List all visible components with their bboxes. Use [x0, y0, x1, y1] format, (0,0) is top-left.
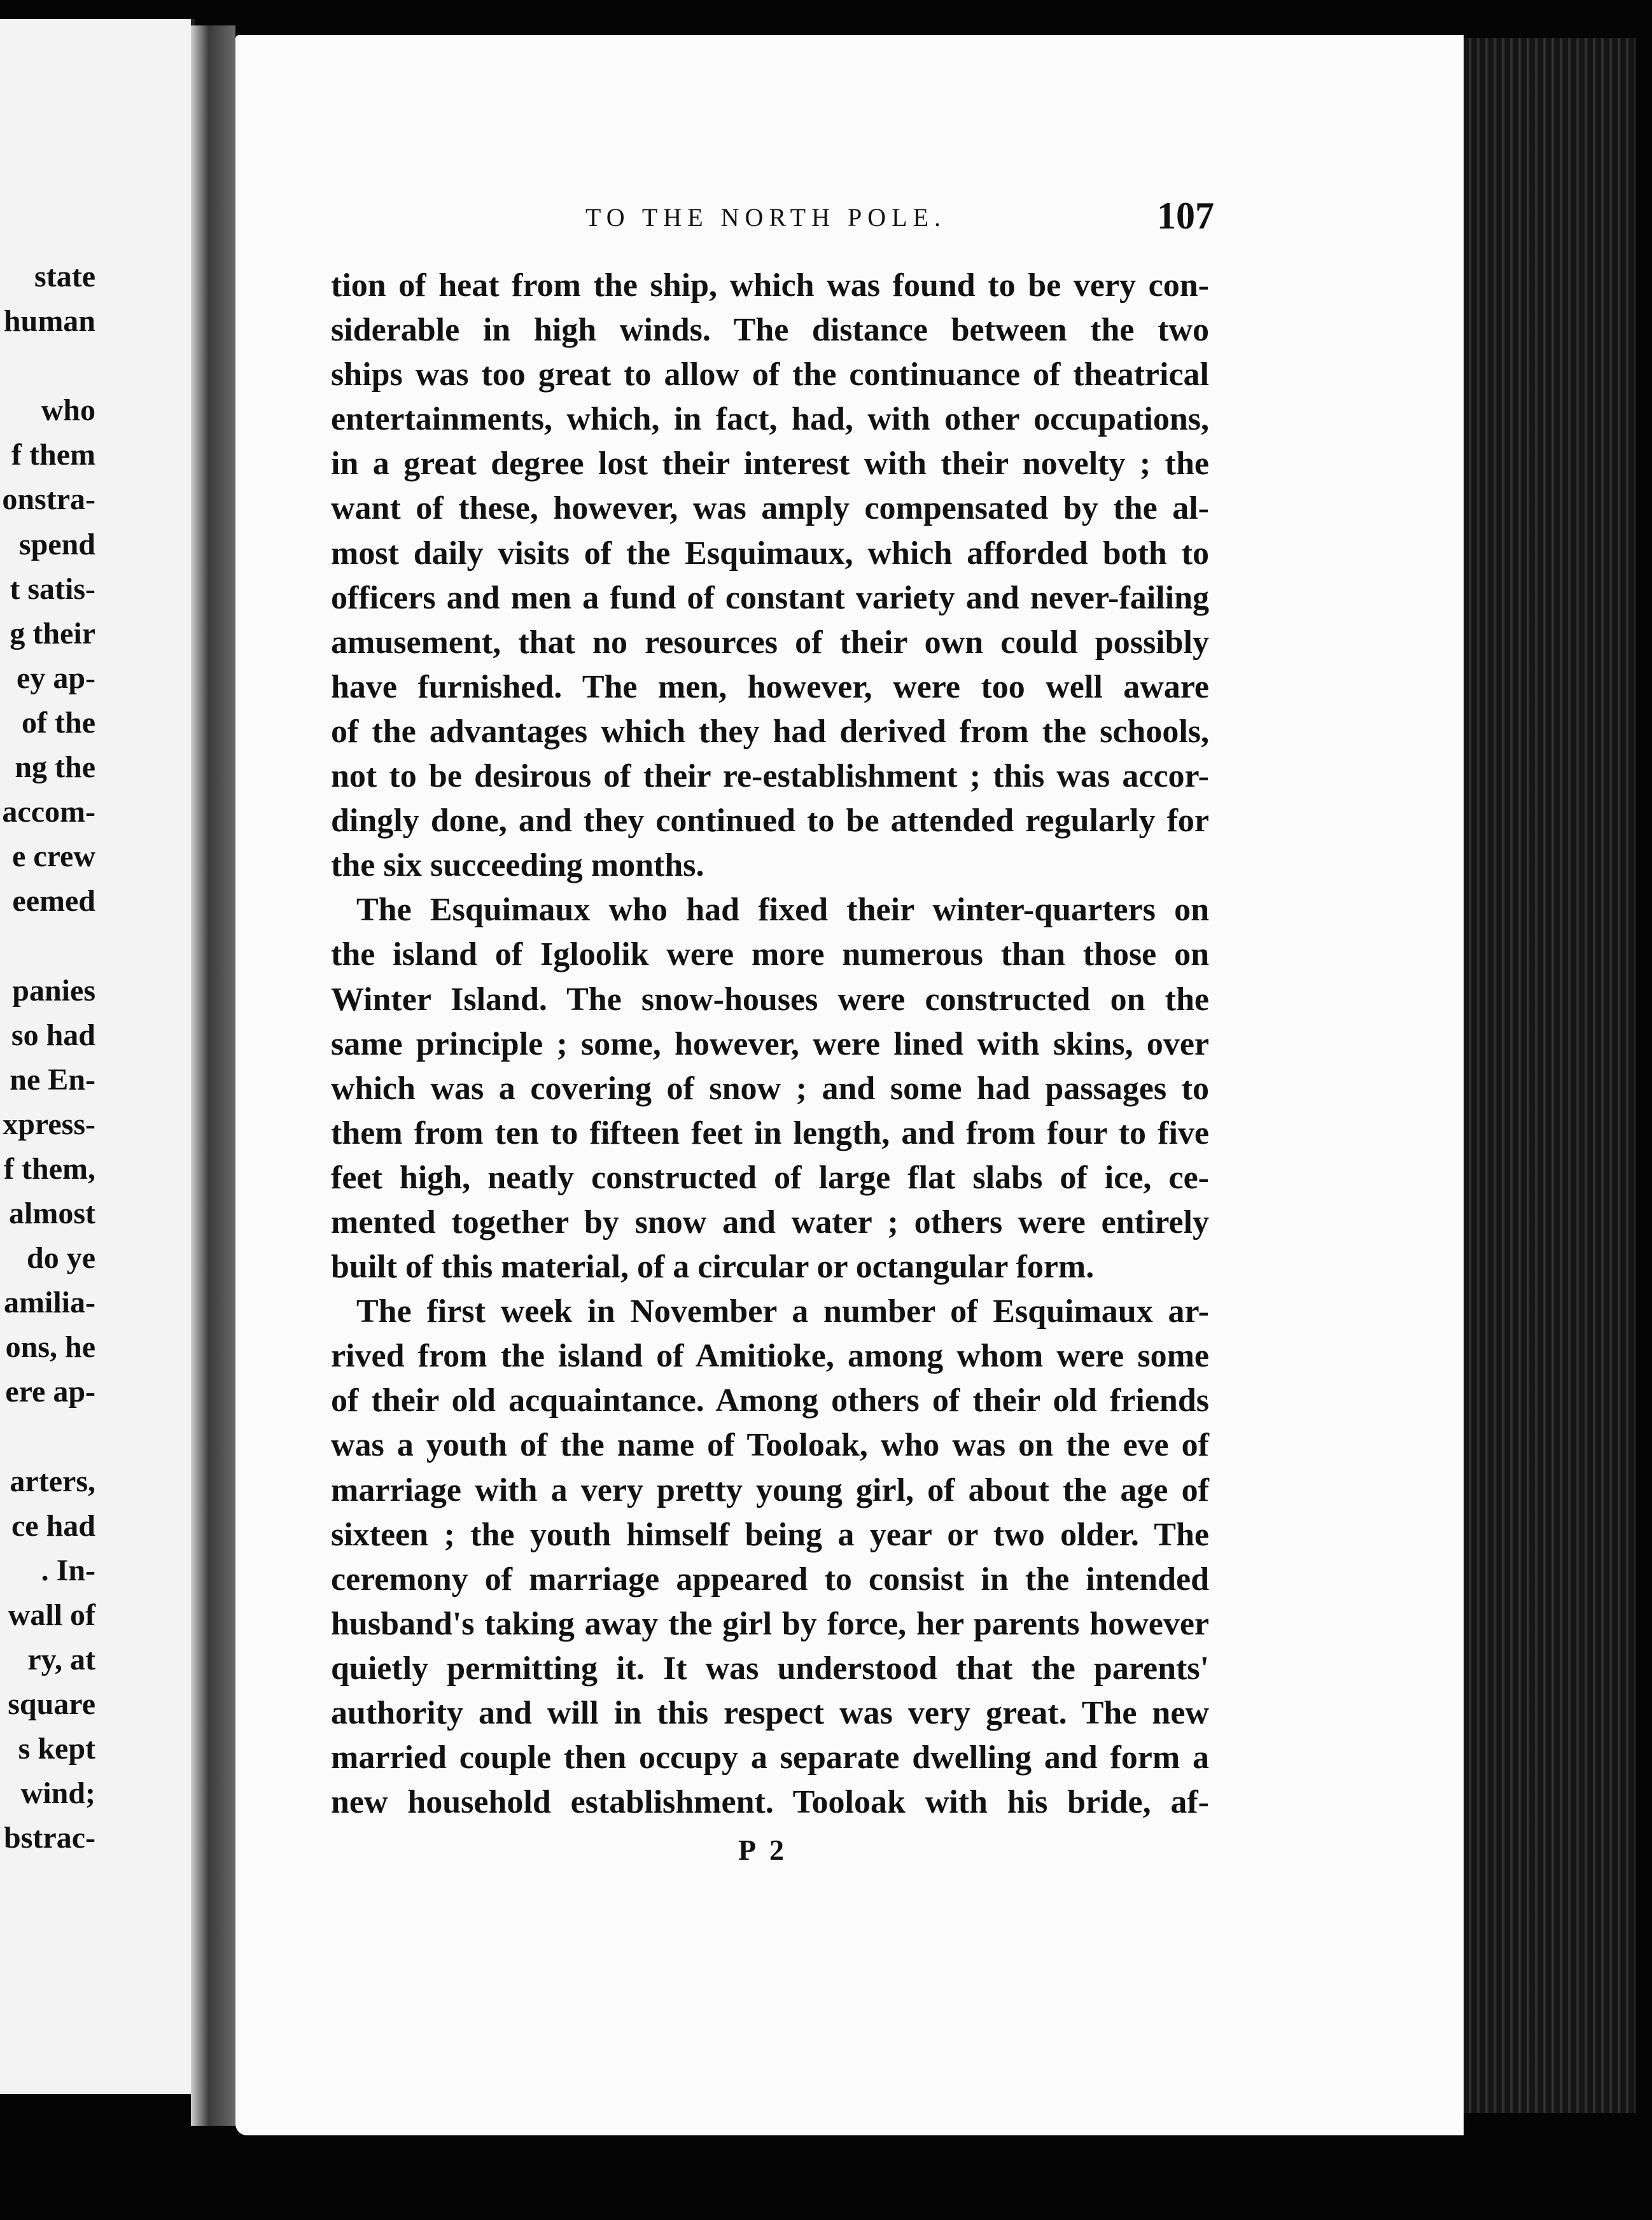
text-line: of their old acquaintance. Among others of their old friends [331, 1382, 1209, 1419]
left-page-line: ce had [11, 1508, 95, 1543]
left-page-line: ere ap- [5, 1375, 95, 1409]
left-page-line: bstrac- [4, 1821, 95, 1855]
text-line: same principle ; some, however, were lined with skins, over [331, 1025, 1209, 1062]
text-line: in a great degree lost their interest with their novelty ; the [331, 446, 1209, 482]
left-page-line: t satis- [10, 572, 95, 606]
text-line: ships was too great to allow of the continuance of theatrical [331, 356, 1209, 393]
text-line: of the advantages which they had derived from the schools, [331, 713, 1209, 750]
paragraph-start-line: The Esquimaux who had fixed their winter-quarters on [356, 892, 1209, 929]
text-line: amusement, that no resources of their own could possibly [331, 624, 1209, 661]
left-page-line: state [34, 260, 95, 293]
left-page-line: eemed [12, 884, 95, 918]
text-line: married couple then occupy a separate dwelling and form a [331, 1739, 1209, 1776]
text-line: mented together by snow and water ; others were entirely [331, 1204, 1209, 1240]
left-page-line: panies [12, 973, 95, 1008]
paragraph-start-line: The first week in November a number of Esquimaux ar- [356, 1293, 1209, 1330]
text-line: siderable in high winds. The distance between the two [331, 312, 1209, 349]
page-edges [1464, 38, 1635, 2113]
text-line: built of this material, of a circular or octangular form. [331, 1249, 1095, 1286]
left-page-line: accom- [2, 795, 95, 829]
text-line: most daily visits of the Esquimaux, which afforded both to [331, 535, 1209, 572]
left-page-line: s kept [18, 1732, 95, 1766]
text-line: husband's taking away the girl by force, her parents however [331, 1605, 1209, 1642]
left-page-line: of the [22, 705, 95, 740]
left-page-line: f them, [4, 1151, 95, 1186]
left-page-line: arters, [10, 1464, 95, 1498]
text-line: rived from the island of Amitioke, among whom were some [331, 1338, 1209, 1375]
text-line: want of these, however, was amply compensated by the al- [331, 490, 1209, 527]
left-page-line: xpress- [3, 1107, 95, 1141]
text-line: dingly done, and they continued to be attended regularly for [331, 803, 1209, 840]
text-line: the island of Igloolik were more numerous than those on [331, 936, 1209, 973]
body-text [331, 263, 1209, 1825]
left-page-line: ey ap- [17, 661, 95, 695]
text-line: the six succeeding months. [331, 847, 704, 884]
text-line: marriage with a very pretty young girl, of about the age of [331, 1472, 1209, 1508]
text-line: quietly permitting it. It was understood that the parents' [331, 1650, 1209, 1687]
left-page-line: e crew [11, 840, 95, 874]
left-page-line: so had [11, 1018, 95, 1052]
left-page-line: almost [9, 1196, 95, 1230]
signature-mark: P 2 [738, 1834, 788, 1866]
left-page-line [0, 924, 95, 968]
text-line: entertainments, which, in fact, had, with other occupations, [331, 401, 1209, 438]
text-line: tion of heat from the ship, which was found to be very con- [331, 267, 1209, 304]
text-line: which was a covering of snow ; and some had passages to [331, 1070, 1209, 1107]
left-page-line: ne En- [10, 1062, 95, 1097]
left-page-line: . In- [41, 1553, 95, 1587]
book-gutter [191, 25, 235, 2126]
text-line: was a youth of the name of Tooloak, who was on the eve of [331, 1427, 1209, 1464]
text-line: sixteen ; the youth himself being a year or two older. The [331, 1516, 1209, 1553]
left-page-line: wind; [20, 1776, 95, 1811]
left-page-line: amilia- [4, 1286, 95, 1320]
left-page-line: human [3, 304, 95, 339]
left-page-line: do ye [27, 1241, 95, 1275]
left-page-line [0, 344, 95, 388]
left-page-line: g their [10, 616, 95, 650]
left-page-line [0, 1414, 95, 1459]
text-line: authority and will in this respect was very great. The new [331, 1695, 1209, 1731]
left-page-line: who [41, 393, 95, 428]
running-head: TO THE NORTH POLE. [585, 203, 946, 232]
left-page-line: spend [18, 527, 95, 561]
left-page-line: square [8, 1687, 95, 1721]
left-page-text [0, 255, 95, 1860]
left-page-line: wall of [8, 1598, 95, 1632]
left-facing-page [0, 19, 195, 2094]
text-line: ceremony of marriage appeared to consist in the intended [331, 1561, 1209, 1598]
text-line: feet high, neatly constructed of large flat slabs of ice, ce- [331, 1159, 1209, 1196]
left-page-line: ng the [15, 750, 95, 785]
text-line: new household establishment. Tooloak with his bride, af- [331, 1784, 1209, 1821]
text-line: them from ten to fifteen feet in length, and from four to five [331, 1114, 1209, 1151]
text-line: officers and men a fund of constant variety and never-failing [331, 579, 1209, 616]
text-line: have furnished. The men, however, were too well aware [331, 668, 1209, 705]
left-page-line: f them [11, 438, 95, 472]
text-line: Winter Island. The snow-houses were constructed on the [331, 981, 1209, 1018]
text-line: not to be desirous of their re-establishment ; this was accor- [331, 758, 1209, 795]
left-page-line: ons, he [5, 1330, 95, 1365]
left-page-line: onstra- [2, 482, 95, 517]
page-number: 107 [1157, 195, 1214, 237]
left-page-line: ry, at [27, 1642, 95, 1676]
